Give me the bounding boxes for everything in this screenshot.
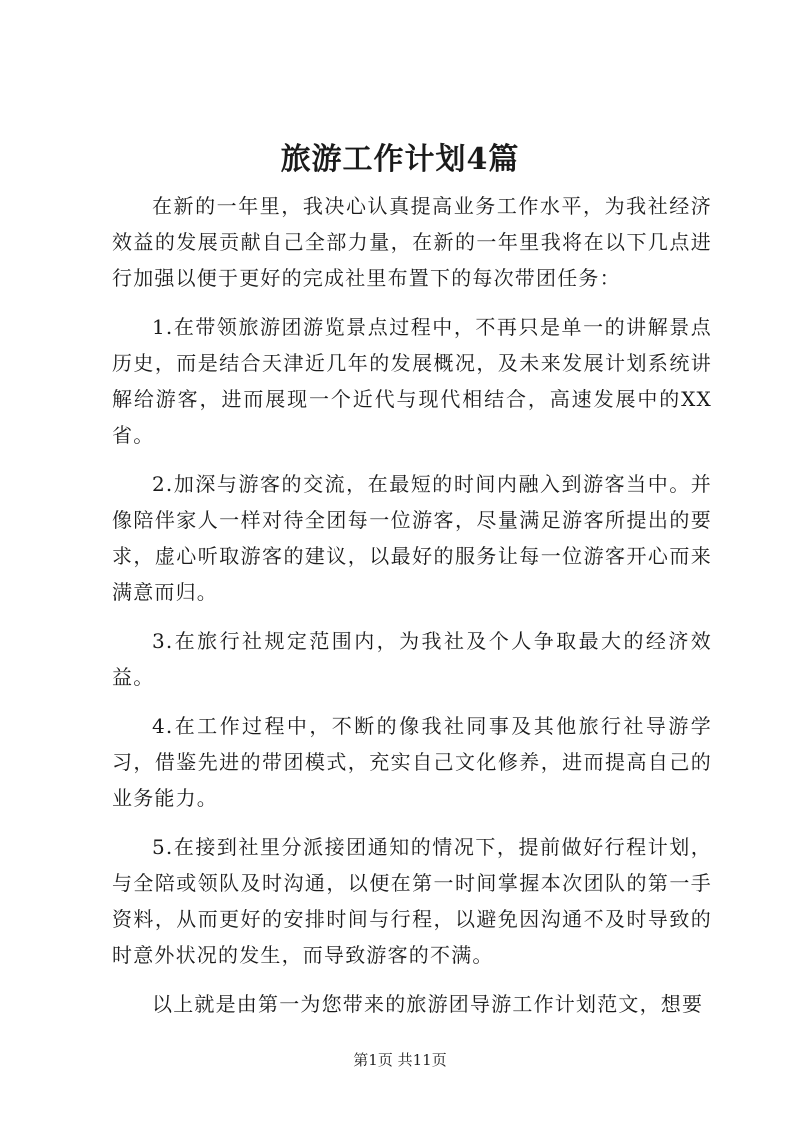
paragraph-item-1: 1.在带领旅游团游览景点过程中，不再只是单一的讲解景点历史，而是结合天津近几年的发展概况，及未来发展计划系统讲解给游客，进而展现一个近代与现代相结合，高速发展中的XX省。 (112, 315, 712, 447)
document-body (112, 188, 712, 1035)
paragraph-intro: 在新的一年里，我决心认真提高业务工作水平，为我社经济效益的发展贡献自己全部力量，在新的一年里我将在以下几点进行加强以便于更好的完成社里布置下的每次带团任务： (112, 194, 712, 290)
paragraph-item-3: 3.在旅行社规定范围内，为我社及个人争取最大的经济效益。 (112, 629, 712, 689)
paragraph-item-2: 2.加深与游客的交流，在最短的时间内融入到游客当中。并像陪伴家人一样对待全团每一位游客，尽量满足游客所提出的要求，虚心听取游客的建议，以最好的服务让每一位游客开心而来满意而归。 (112, 472, 712, 604)
page-number-footer: 第1页 共11页 (353, 1051, 447, 1069)
paragraph-item-4: 4.在工作过程中，不断的像我社同事及其他旅行社导游学习，借鉴先进的带团模式，充实自己文化修养，进而提高自己的业务能力。 (112, 714, 712, 810)
paragraph-closing: 以上就是由第一为您带来的旅游团导游工作计划范文，想要 (152, 992, 704, 1016)
paragraph-item-5: 5.在接到社里分派接团通知的情况下，提前做好行程计划，与全陪或领队及时沟通，以便在第一时间掌握本次团队的第一手资料，从而更好的安排时间与行程，以避免因沟通不及时导致的时意外状况的发生，而导致游客的不满。 (112, 835, 712, 967)
document-title: 旅游工作计划4篇 (280, 142, 520, 177)
